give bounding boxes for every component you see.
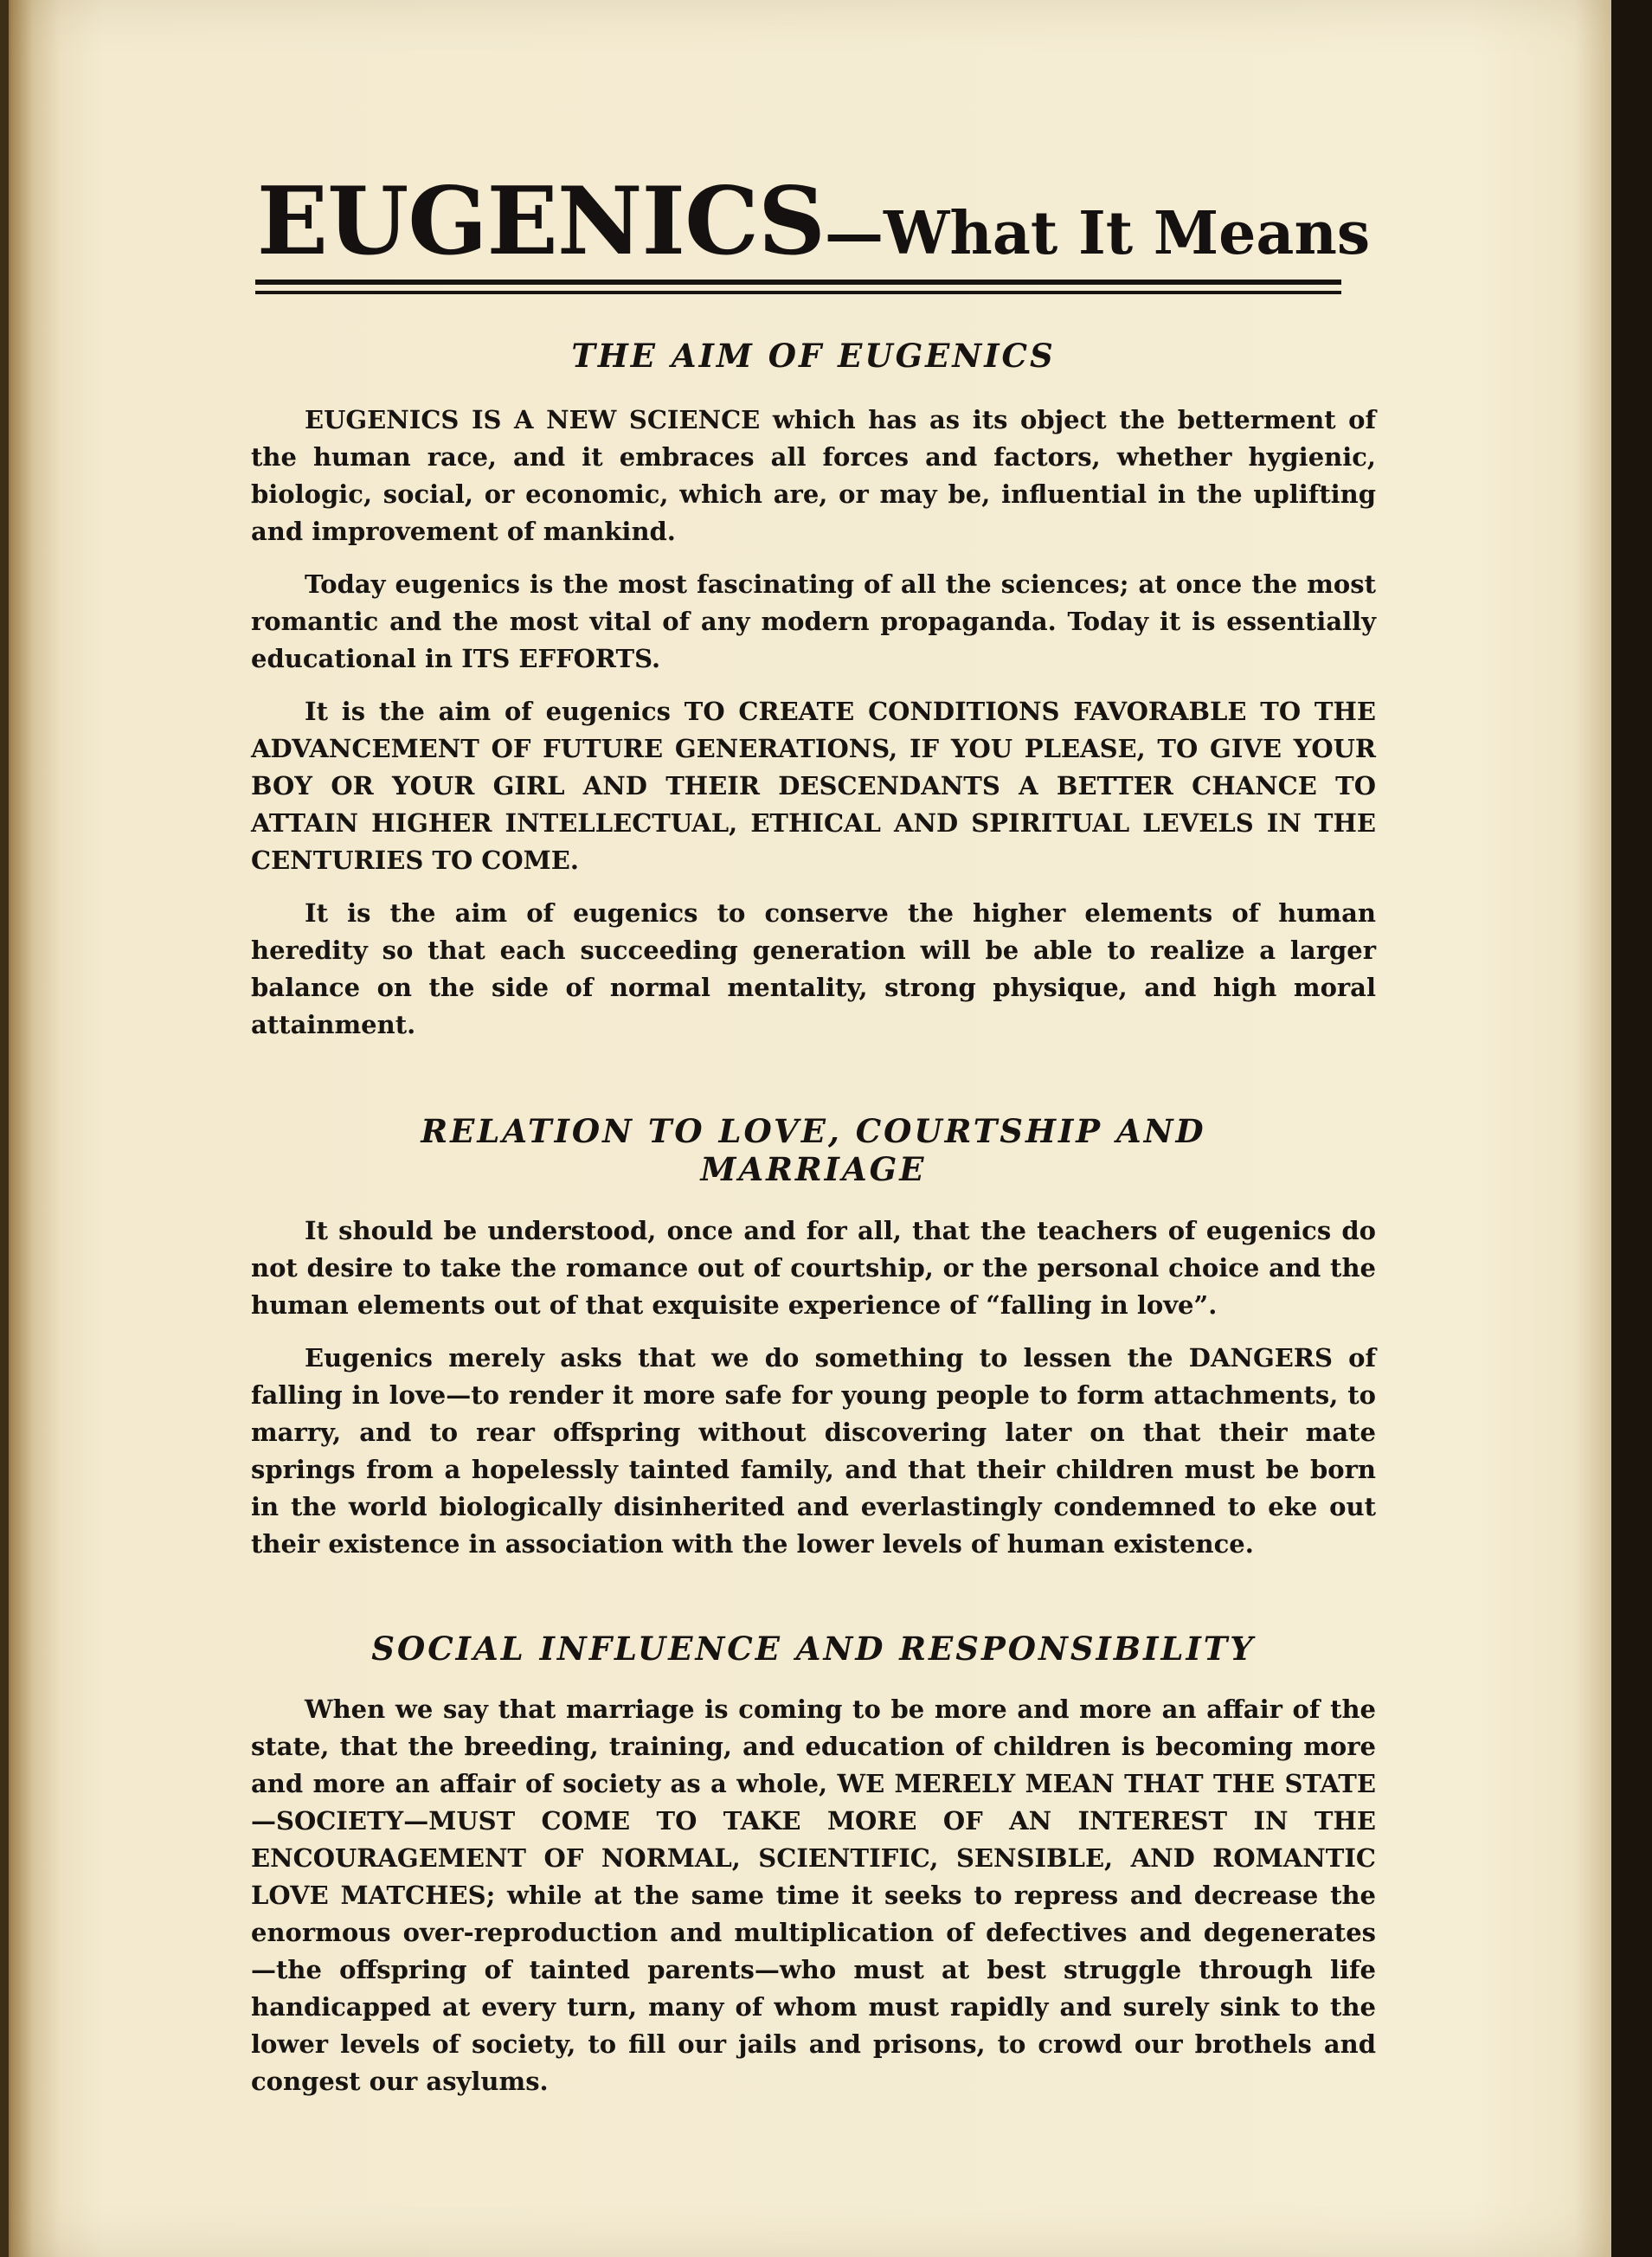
section-heading: RELATION TO LOVE, COURTSHIP AND MARRIAGE (421, 1112, 1206, 1188)
title-rule-thick (255, 280, 1341, 285)
section-aim-of-eugenics (251, 338, 1376, 1044)
page-binding-edge (0, 0, 9, 2257)
paragraph: Eugenics merely asks that we do something to lessen the DANGERS of falling in love—to render it more safe for young people to form attachments, to marry, and to rear offspring without discovering later on that their mate springs from a hopelessly tainted family, and that their children must be born in the world biologically disinherited and everlastingly condemned to eke out their existence in association with the lower levels of human existence. (251, 1343, 1376, 1559)
title-secondary: —What It Means (825, 199, 1371, 268)
title-primary: EUGENICS (256, 167, 826, 276)
paragraph: EUGENICS IS A NEW SCIENCE which has as its object the betterment of the human race, and it embraces all forces and factors, whether hygienic, biologic, social, or economic, which are, or may be, influential in the uplifting and improvement of mankind. (251, 405, 1376, 547)
section-social-influence (251, 1630, 1376, 2100)
section-heading: SOCIAL INFLUENCE AND RESPONSIBILITY (371, 1630, 1256, 1669)
title-double-rule (255, 280, 1341, 294)
page-content (251, 167, 1376, 2116)
paragraph: It is the aim of eugenics to conserve the higher elements of human heredity so that each succeeding generation will be able to realize a larger balance on the side of normal mentality, strong physique, and high moral attainment. (251, 898, 1376, 1040)
paragraph: When we say that marriage is coming to be more and more an affair of the state, that the breeding, training, and education of children is becoming more and more an affair of society as a whole, WE MERELY MEAN THAT THE STATE—SOCIETY—MUST COME TO TAKE MORE OF AN INTEREST IN THE ENCOURAGEMENT OF NORMAL, SCIENTIFIC, SENSIBLE, AND ROMANTIC LOVE MATCHES; while at the same time it seeks to repress and decrease the enormous over-reproduction and multiplication of defectives and degenerates—the offspring of tainted parents—who must at best struggle through life handicapped at every turn, many of whom must rapidly and surely sink to the lower levels of society, to fill our jails and prisons, to crowd our brothels and congest our asylums. (251, 1694, 1376, 2097)
section-relation-to-love (251, 1113, 1376, 1563)
paragraph: It is the aim of eugenics TO CREATE CONDITIONS FAVORABLE TO THE ADVANCEMENT OF FUTURE GENERATIONS, IF YOU PLEASE, TO GIVE YOUR BOY OR YOUR GIRL AND THEIR DESCENDANTS A BETTER CHANCE TO ATTAIN HIGHER INTELLECTUAL, ETHICAL AND SPIRITUAL LEVELS IN THE CENTURIES TO COME. (251, 697, 1376, 876)
page-title (251, 167, 1376, 276)
title-rule-thin (255, 291, 1341, 294)
paragraph: Today eugenics is the most fascinating of all the sciences; at once the most romantic and the most vital of any modern propaganda. Today it is essentially educational in ITS EFFORTS. (251, 569, 1376, 674)
section-heading: THE AIM OF EUGENICS (571, 337, 1056, 376)
paragraph: It should be understood, once and for all, that the teachers of eugenics do not desire to take the romance out of courtship, or the personal choice and the human elements out of that exquisite experience of “falling in love”. (251, 1216, 1376, 1321)
